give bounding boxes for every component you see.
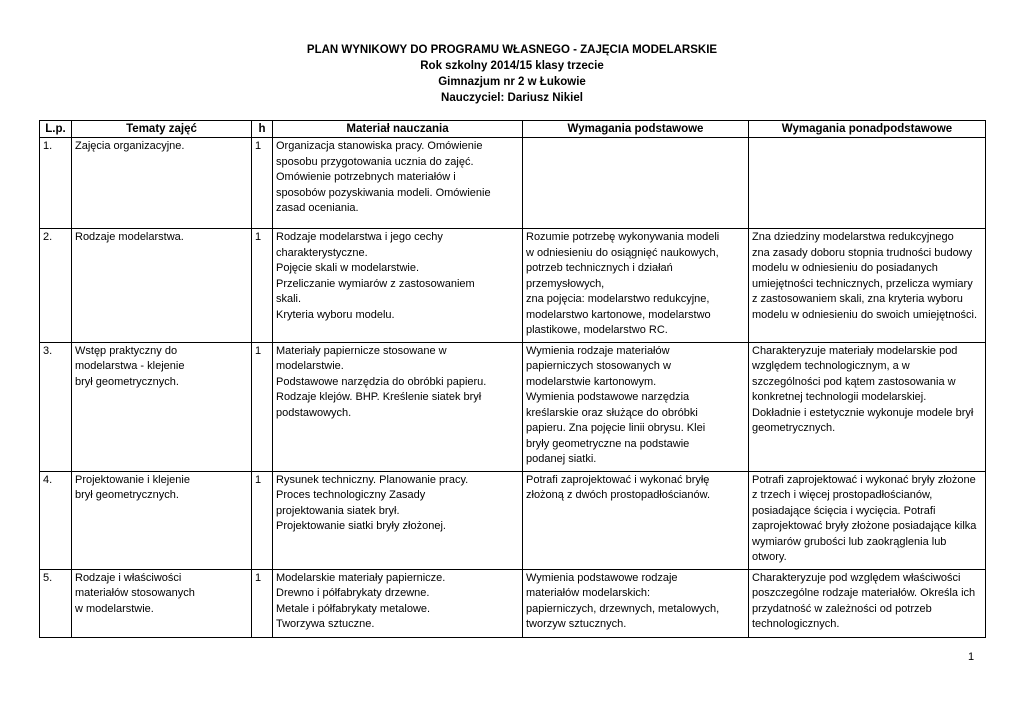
basic-requirements-cell xyxy=(523,569,749,637)
material-cell-line: projektowania siatek brył. xyxy=(276,504,400,517)
basic-requirements-cell xyxy=(523,138,749,229)
hours-cell: 1 xyxy=(252,471,273,569)
material-cell-line: Kryteria wyboru modelu. xyxy=(276,308,395,321)
material-cell-line: charakterystyczne. xyxy=(276,246,368,259)
basic-requirements-cell xyxy=(523,471,749,569)
topic-cell xyxy=(72,138,252,229)
material-cell-line: skali. xyxy=(276,293,302,305)
basic-requirements-cell-line: Wymienia rodzaje materiałów xyxy=(526,344,670,357)
advanced-requirements-cell-line: z zastosowaniem skali, zna kryteria wyboru xyxy=(752,293,963,305)
table-row xyxy=(40,569,986,637)
basic-requirements-cell-line: papierniczych, drzewnych, metalowych, xyxy=(526,602,720,615)
school-year: Rok szkolny 2014/15 klasy trzecie xyxy=(420,60,604,72)
advanced-requirements-cell-line: wymiarów grubości lub zaokrąglenia lub xyxy=(752,535,947,548)
advanced-requirements-cell-line: umiejętności technicznych, przelicza wymiary xyxy=(752,277,973,290)
basic-requirements-cell-line: podanej siatki. xyxy=(526,453,597,465)
advanced-requirements-cell-line: zna zasady doboru stopnia trudności budowy xyxy=(752,246,973,259)
basic-requirements-cell-line: złożoną z dwóch prostopadłościanów. xyxy=(526,489,711,501)
material-cell-line: Rodzaje klejów. BHP. Kreślenie siatek brył xyxy=(276,391,482,403)
advanced-requirements-cell-line: otwory. xyxy=(752,551,787,563)
document-header xyxy=(0,42,1024,106)
advanced-requirements-cell xyxy=(749,342,986,471)
material-cell-line: Drewno i półfabrykaty drzewne. xyxy=(276,587,430,599)
teacher-name: Nauczyciel: Dariusz Nikiel xyxy=(441,92,583,104)
advanced-requirements-cell-line: Dokładnie i estetycznie wykonuje modele brył xyxy=(752,406,974,419)
advanced-requirements-cell-line: względem technologicznym, a w xyxy=(752,360,910,372)
advanced-requirements-cell-line: przydatność w zależności od potrzeb xyxy=(752,602,932,615)
material-cell-line: Pojęcie skali w modelarstwie. xyxy=(276,262,420,274)
basic-requirements-cell xyxy=(523,342,749,471)
material-cell-line: Podstawowe narzędzia do obróbki papieru. xyxy=(276,375,487,388)
topic-cell-line: Rodzaje modelarstwa. xyxy=(75,231,184,243)
table-header-row xyxy=(40,121,986,138)
material-cell-line: Materiały papiernicze stosowane w xyxy=(276,344,447,357)
material-cell-line: Rodzaje modelarstwa i jego cechy xyxy=(276,231,443,243)
column-header: Materiał nauczania xyxy=(273,121,523,138)
material-cell-line: Tworzywa sztuczne. xyxy=(276,618,375,630)
material-cell-line: Metale i półfabrykaty metalowe. xyxy=(276,602,431,615)
row-number-cell: 1. xyxy=(40,138,72,229)
basic-requirements-cell-line: modelarstwie kartonowym. xyxy=(526,375,657,388)
table-row xyxy=(40,471,986,569)
basic-requirements-cell-line: kreślarskie oraz służące do obróbki xyxy=(526,406,698,419)
material-cell-line: Omówienie potrzebnych materiałów i xyxy=(276,171,456,183)
advanced-requirements-cell-line: modelu w odniesieniu do posiadanych xyxy=(752,262,938,274)
column-header: h xyxy=(252,121,273,138)
topic-cell-line: materiałów stosowanych xyxy=(75,587,195,599)
basic-requirements-cell-line: Potrafi zaprojektować i wykonać bryłę xyxy=(526,473,710,486)
basic-requirements-cell-line: papieru. Zna pojęcie linii obrysu. Klei xyxy=(526,422,706,434)
advanced-requirements-cell xyxy=(749,471,986,569)
material-cell-line: Proces technologiczny Zasady xyxy=(276,489,426,501)
topic-cell-line: brył geometrycznych. xyxy=(75,489,179,501)
material-cell-line: Rysunek techniczny. Planowanie pracy. xyxy=(276,473,469,486)
advanced-requirements-cell-line: Zna dziedziny modelarstwa redukcyjnego xyxy=(752,231,954,243)
row-number-cell: 2. xyxy=(40,229,72,343)
basic-requirements-cell-line: w odniesieniu do osiągnięć naukowych, xyxy=(526,246,719,259)
material-cell-line: Projektowanie siatki bryły złożonej. xyxy=(276,520,446,532)
material-cell-line: podstawowych. xyxy=(276,406,352,419)
hours-cell: 1 xyxy=(252,229,273,343)
material-cell xyxy=(273,569,523,637)
basic-requirements-cell-line: zna pojęcia: modelarstwo redukcyjne, xyxy=(526,293,710,305)
column-header: L.p. xyxy=(40,121,72,138)
topic-cell xyxy=(72,569,252,637)
basic-requirements-cell-line: tworzyw sztucznych. xyxy=(526,618,627,630)
plan-table xyxy=(39,120,986,638)
material-cell-line: sposobów pozyskiwania modeli. Omówienie xyxy=(276,186,491,199)
row-number-cell: 5. xyxy=(40,569,72,637)
topic-cell-line: Projektowanie i klejenie xyxy=(75,473,190,486)
basic-requirements-cell-line: bryły geometryczne na podstawie xyxy=(526,437,690,450)
basic-requirements-cell-line: modelarstwo kartonowe, modelarstwo xyxy=(526,308,711,321)
advanced-requirements-cell-line: zaprojektować bryły złożone posiadające kilka xyxy=(752,520,977,532)
column-header: Tematy zajęć xyxy=(72,121,252,138)
advanced-requirements-cell xyxy=(749,138,986,229)
table-row xyxy=(40,138,986,229)
material-cell-line: zasad oceniania. xyxy=(276,202,359,214)
advanced-requirements-cell xyxy=(749,229,986,343)
basic-requirements-cell-line: materiałów modelarskich: xyxy=(526,587,651,599)
advanced-requirements-cell xyxy=(749,569,986,637)
hours-cell: 1 xyxy=(252,138,273,229)
material-cell-line: modelarstwie. xyxy=(276,360,344,372)
advanced-requirements-cell-line: geometrycznych. xyxy=(752,422,836,434)
material-cell-line: sposobu przygotowania ucznia do zajęć. xyxy=(276,155,474,168)
advanced-requirements-cell-line: technologicznych. xyxy=(752,618,840,630)
advanced-requirements-cell-line: Charakteryzuje materiały modelarskie pod xyxy=(752,344,958,357)
topic-cell xyxy=(72,229,252,343)
topic-cell-line: w modelarstwie. xyxy=(75,602,154,615)
advanced-requirements-cell-line: modelu w odniesieniu do swoich umiejętności. xyxy=(752,308,978,321)
material-cell-line: Przeliczanie wymiarów z zastosowaniem xyxy=(276,277,475,290)
material-cell xyxy=(273,229,523,343)
topic-cell-line: Zajęcia organizacyjne. xyxy=(75,140,185,152)
basic-requirements-cell-line: papierniczych stosowanych w xyxy=(526,360,671,372)
school-name: Gimnazjum nr 2 w Łukowie xyxy=(438,76,586,88)
material-cell-line: Organizacja stanowiska pracy. Omówienie xyxy=(276,140,483,152)
material-cell xyxy=(273,471,523,569)
advanced-requirements-cell-line: poszczególne rodzaje materiałów. Określa ich xyxy=(752,587,976,599)
advanced-requirements-cell-line: posiadające ścięcia i wycięcia. Potrafi xyxy=(752,504,936,517)
material-cell-line: Modelarskie materiały papiernicze. xyxy=(276,571,446,584)
hours-cell: 1 xyxy=(252,342,273,471)
column-header: Wymagania podstawowe xyxy=(523,121,749,138)
topic-cell-line: brył geometrycznych. xyxy=(75,375,179,388)
table-row xyxy=(40,229,986,343)
topic-cell xyxy=(72,471,252,569)
basic-requirements-cell-line: przemysłowych, xyxy=(526,277,605,290)
advanced-requirements-cell-line: szczególności pod kątem zastosowania w xyxy=(752,375,956,388)
topic-cell-line: Rodzaje i właściwości xyxy=(75,571,182,584)
row-number-cell: 4. xyxy=(40,471,72,569)
page-number: 1 xyxy=(968,651,975,663)
basic-requirements-cell-line: Wymienia podstawowe narzędzia xyxy=(526,391,690,403)
basic-requirements-cell-line: potrzeb technicznych i działań xyxy=(526,262,673,274)
material-cell xyxy=(273,342,523,471)
table-row xyxy=(40,342,986,471)
material-cell xyxy=(273,138,523,229)
hours-cell: 1 xyxy=(252,569,273,637)
basic-requirements-cell-line: plastikowe, modelarstwo RC. xyxy=(526,324,668,336)
topic-cell xyxy=(72,342,252,471)
column-header: Wymagania ponadpodstawowe xyxy=(749,121,986,138)
topic-cell-line: modelarstwa - klejenie xyxy=(75,360,185,372)
document-title: PLAN WYNIKOWY DO PROGRAMU WŁASNEGO - ZAJĘCIA MODELARSKIE xyxy=(306,44,718,56)
advanced-requirements-cell-line: Charakteryzuje pod względem właściwości xyxy=(752,571,961,584)
advanced-requirements-cell-line: Potrafi zaprojektować i wykonać bryły złożone xyxy=(752,473,976,486)
basic-requirements-cell xyxy=(523,229,749,343)
advanced-requirements-cell-line: konkretnej technologii modelarskiej. xyxy=(752,391,927,403)
topic-cell-line: Wstęp praktyczny do xyxy=(75,344,178,357)
advanced-requirements-cell-line: z trzech i więcej prostopadłościanów, xyxy=(752,489,933,501)
basic-requirements-cell-line: Wymienia podstawowe rodzaje xyxy=(526,571,678,584)
basic-requirements-cell-line: Rozumie potrzebę wykonywania modeli xyxy=(526,231,720,243)
row-number-cell: 3. xyxy=(40,342,72,471)
